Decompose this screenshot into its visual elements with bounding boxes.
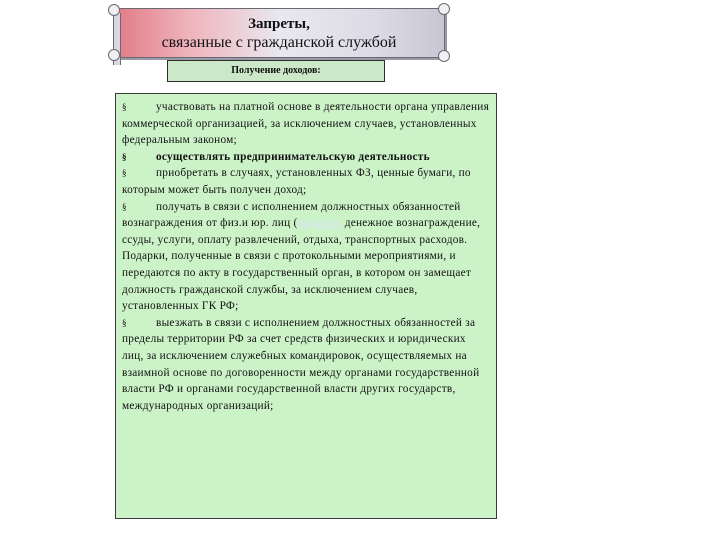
title-banner	[113, 8, 445, 58]
list-item	[122, 199, 490, 315]
page-subtitle: связанные с гражданской службой	[161, 34, 397, 51]
bullet-icon: §	[122, 102, 127, 112]
bullet-icon: §	[122, 168, 127, 179]
section-heading: Получение доходов:	[167, 60, 385, 82]
list-item	[122, 165, 490, 198]
list-item-text: выезжать в связи с исполнением должностных обязанностей за пределы территории РФ за счет средств физических и юридических лиц, за исключением служебных командировок, осуществляемых на взаимной основе по договоренности между органами государственной власти РФ и органами государственной власти других государств, международных организаций;	[122, 316, 480, 412]
bullet-icon: §	[122, 151, 127, 162]
bullet-icon: §	[122, 201, 127, 212]
scroll-curl-decoration	[108, 4, 120, 16]
list-item-text: приобретать в случаях, установленных ФЗ, ценные бумаги, по которым может быть получен доход;	[122, 167, 471, 196]
list-item-text: осуществлять предпринимательскую деятельность	[156, 150, 430, 163]
list-item	[122, 99, 490, 149]
list-item-text: участвовать на платной основе в деятельности органа управления коммерческой организацией, за исключением случаев, установленных федеральным законом;	[122, 101, 490, 147]
list-item-text: денежное вознаграждение, ссуды, услуги, оплату развлечений, отдыха, транспортных расходов. Подарки, полученные в связи с протокольными мероприятиями, и передаются по акту в государственный орган, в котором он замещает должность гражданской службы, за исключением случаев, установленных ГК РФ;	[122, 217, 481, 313]
list-item	[122, 149, 490, 166]
bullet-icon: §	[122, 317, 127, 328]
scroll-curl-decoration	[438, 3, 450, 15]
scroll-curl-decoration	[108, 49, 120, 61]
list-item-text: получать в связи с исполнением должностных обязанностей вознаграждения от физ.и юр. лиц (	[122, 200, 461, 230]
gifts-link[interactable]: подарки,	[297, 217, 342, 230]
scroll-curl-decoration	[438, 50, 450, 62]
page-title: Запреты,	[248, 16, 310, 32]
list-item	[122, 315, 490, 415]
prohibitions-text-panel	[115, 93, 497, 519]
